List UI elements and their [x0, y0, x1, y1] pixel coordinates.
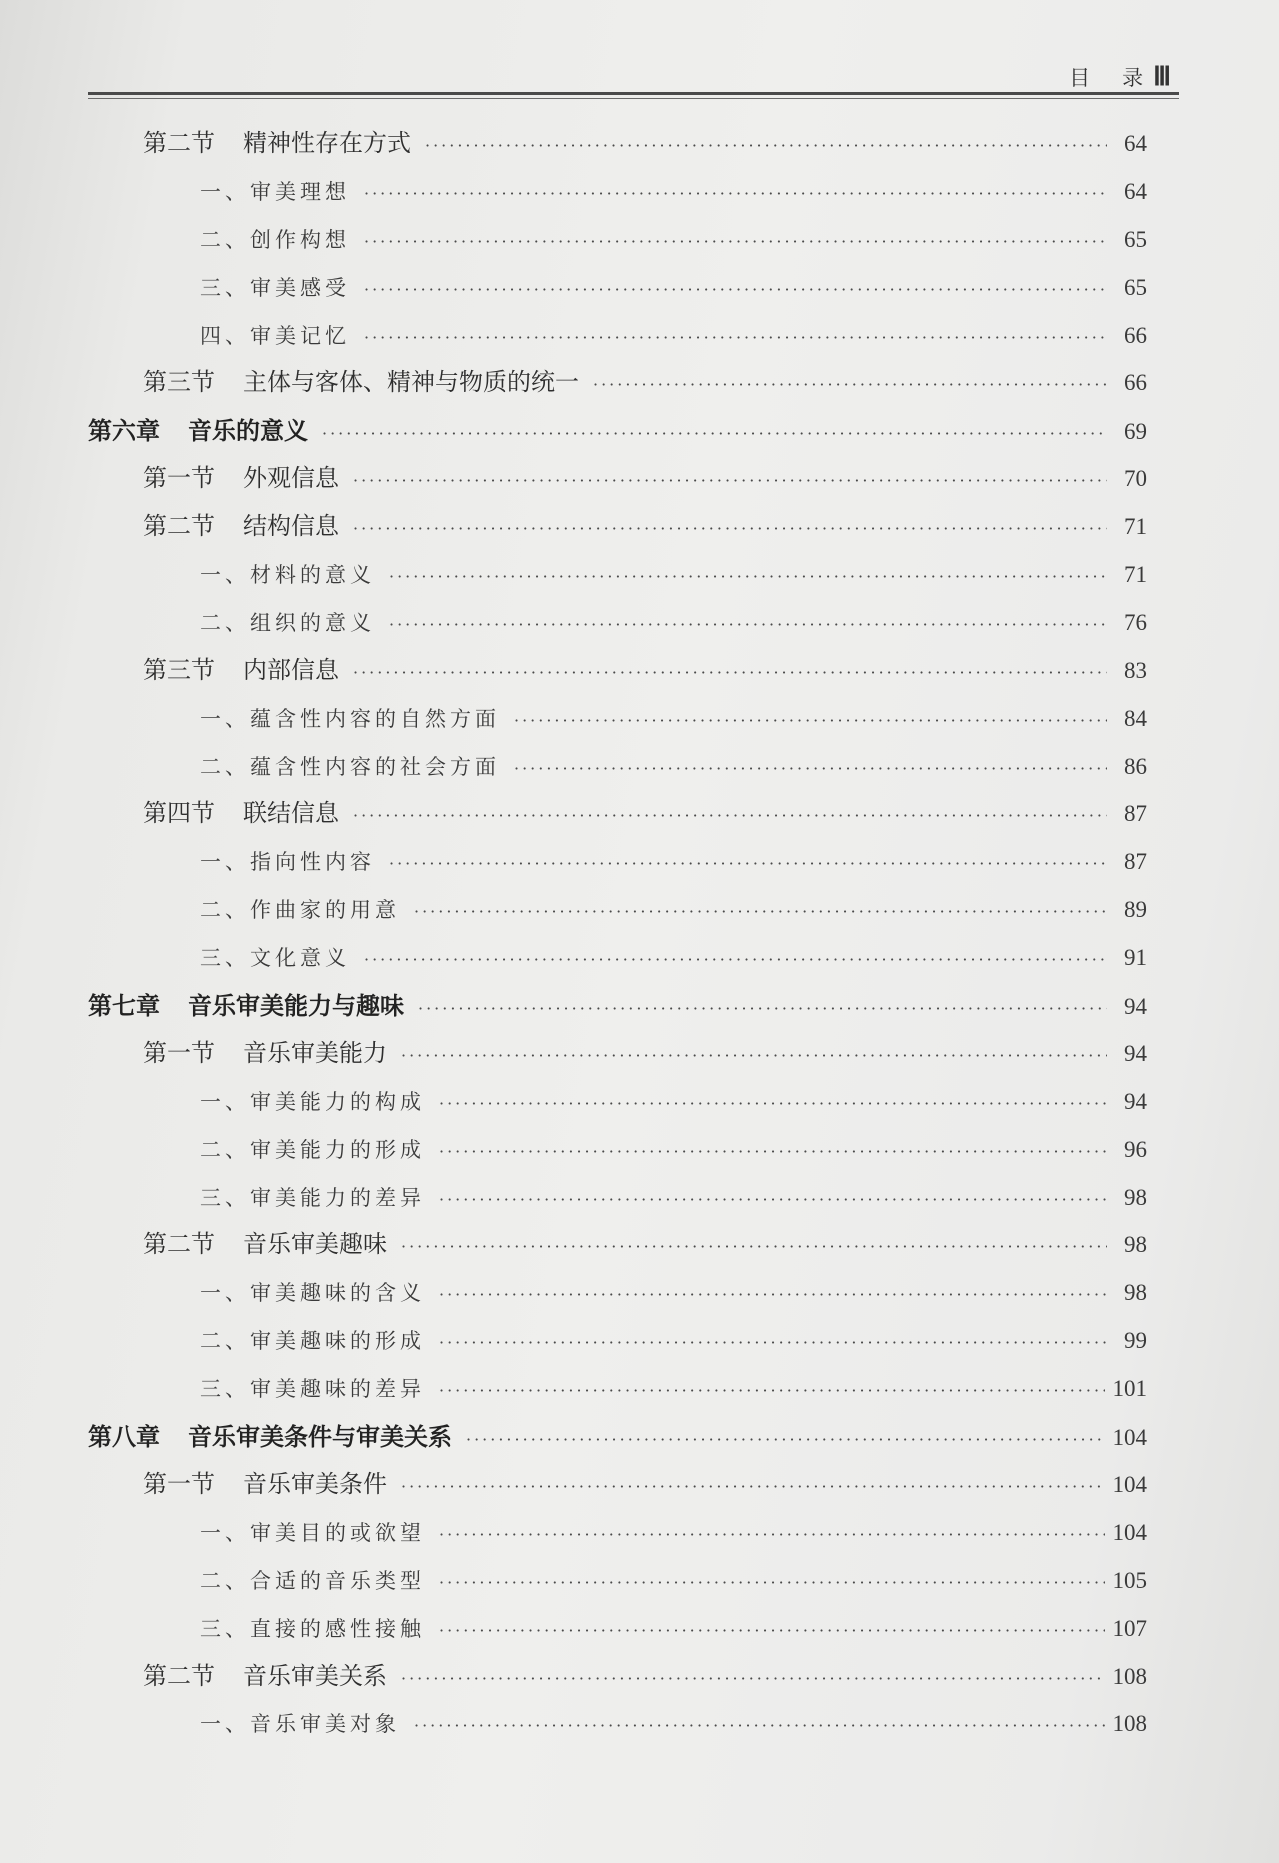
toc-entry-text: 音乐审美能力与趣味	[188, 991, 404, 1021]
toc-entry-text: 音乐审美条件与审美关系	[188, 1422, 452, 1452]
toc-entry-number: 第一节	[143, 464, 215, 493]
toc-entry-number: 一、	[200, 850, 250, 875]
toc-entry-title	[200, 696, 500, 744]
dot-leader	[439, 1319, 1107, 1367]
toc-entry-text: 音乐审美关系	[243, 1661, 387, 1690]
toc-entry-title	[143, 647, 339, 695]
toc-entry-number: 三、	[200, 1185, 250, 1210]
toc-page-number: 98	[1124, 1232, 1147, 1258]
toc-entry-number: 第八章	[88, 1422, 160, 1452]
toc-subsection-entry	[88, 1365, 1147, 1413]
toc-entry-text: 音乐的意义	[188, 416, 308, 446]
toc-entry-number: 一、	[200, 179, 250, 204]
toc-subsection-entry	[88, 886, 1147, 934]
toc-page-number: 71	[1124, 562, 1147, 588]
toc-entry-text: 音乐审美能力	[243, 1038, 387, 1067]
toc-entry-text: 内部信息	[243, 655, 339, 684]
toc-page-number: 87	[1124, 849, 1147, 875]
toc-entry-text: 审美感受	[250, 275, 350, 300]
dot-leader	[364, 218, 1107, 266]
toc-section-entry	[88, 647, 1147, 695]
toc-page-number: 69	[1124, 419, 1147, 445]
toc-entry-number: 四、	[200, 323, 250, 348]
toc-subsection-entry	[88, 168, 1147, 216]
toc-entry-number: 第七章	[88, 991, 160, 1021]
toc-entry-number: 第二节	[143, 512, 215, 541]
toc-section-entry	[88, 359, 1147, 407]
toc-entry-text: 审美能力的形成	[250, 1137, 425, 1162]
dot-leader	[353, 792, 1107, 840]
toc-section-entry	[88, 1030, 1147, 1078]
toc-entry-text: 作曲家的用意	[250, 898, 400, 923]
toc-entry-number: 一、	[200, 706, 250, 731]
toc-entry-number: 一、	[200, 1520, 250, 1545]
dot-leader	[401, 1032, 1107, 1080]
table-of-contents	[88, 120, 1147, 1748]
toc-page-number: 105	[1112, 1567, 1147, 1593]
toc-page-number: 65	[1124, 226, 1147, 252]
toc-entry-text: 蕴含性内容的自然方面	[250, 706, 500, 731]
toc-entry-text: 外观信息	[243, 464, 339, 493]
toc-entry-number: 二、	[200, 754, 250, 779]
toc-entry-title	[200, 1270, 425, 1318]
toc-entry-title	[200, 313, 350, 361]
toc-section-entry	[88, 503, 1147, 551]
toc-entry-title	[143, 455, 339, 503]
toc-page-number: 104	[1112, 1519, 1147, 1545]
toc-subsection-entry	[88, 1126, 1147, 1174]
toc-page-number: 64	[1124, 131, 1147, 156]
dot-leader	[514, 697, 1107, 745]
dot-leader	[353, 649, 1107, 697]
dot-leader	[353, 457, 1107, 505]
header-page-number: Ⅲ	[1153, 62, 1173, 91]
toc-page-number: 104	[1112, 1425, 1147, 1451]
toc-entry-title	[143, 1030, 387, 1078]
toc-page-number: 66	[1124, 370, 1147, 396]
toc-page-number: 83	[1124, 657, 1147, 683]
toc-section-entry	[88, 1221, 1147, 1269]
toc-entry-number: 一、	[200, 1089, 250, 1114]
toc-entry-number: 三、	[200, 946, 250, 971]
running-header	[88, 52, 1179, 92]
toc-page-number: 87	[1124, 801, 1147, 827]
dot-leader	[364, 936, 1107, 984]
toc-page-number: 96	[1124, 1136, 1147, 1162]
toc-entry-number: 第六章	[88, 416, 160, 446]
toc-entry-number: 第三节	[143, 368, 215, 397]
toc-entry-title	[200, 600, 375, 648]
dot-leader	[389, 840, 1107, 888]
header-rule-thick	[88, 92, 1179, 95]
toc-entry-title	[200, 217, 350, 265]
dot-leader	[401, 1223, 1107, 1271]
toc-page-number: 108	[1112, 1711, 1147, 1737]
toc-subsection-entry	[88, 1509, 1147, 1557]
toc-page-number: 70	[1124, 466, 1147, 492]
toc-entry-title	[143, 120, 411, 168]
toc-entry-number: 二、	[200, 898, 250, 923]
toc-chapter-entry	[88, 407, 1147, 455]
toc-entry-text: 审美趣味的含义	[250, 1281, 425, 1306]
toc-subsection-entry	[88, 1269, 1147, 1317]
toc-entry-text: 音乐审美对象	[250, 1712, 400, 1737]
toc-page-number: 91	[1124, 945, 1147, 971]
dot-leader	[364, 314, 1107, 362]
toc-subsection-entry	[88, 1700, 1147, 1748]
toc-entry-text: 创作构想	[250, 227, 350, 252]
toc-subsection-entry	[88, 838, 1147, 886]
toc-entry-number: 三、	[200, 275, 250, 300]
toc-page-number: 66	[1124, 322, 1147, 348]
toc-entry-text: 审美趣味的形成	[250, 1329, 425, 1354]
dot-leader	[514, 745, 1107, 793]
toc-entry-number: 第三节	[143, 655, 215, 684]
dot-leader	[389, 601, 1107, 649]
toc-subsection-entry	[88, 312, 1147, 360]
toc-subsection-entry	[88, 551, 1147, 599]
toc-page-number: 89	[1124, 897, 1147, 923]
toc-entry-text: 音乐审美趣味	[243, 1230, 387, 1259]
toc-entry-number: 第一节	[143, 1038, 215, 1067]
toc-page-number: 65	[1124, 274, 1147, 300]
dot-leader	[593, 361, 1107, 409]
toc-entry-number: 一、	[200, 1712, 250, 1737]
dot-leader	[439, 1511, 1105, 1559]
toc-entry-number: 第四节	[143, 799, 215, 828]
toc-entry-title	[200, 1366, 425, 1414]
toc-page-number: 94	[1124, 1040, 1147, 1066]
dot-leader	[439, 1128, 1107, 1176]
toc-entry-title	[200, 935, 350, 983]
toc-section-entry	[88, 1653, 1147, 1701]
toc-entry-title	[200, 1318, 425, 1366]
toc-entry-title	[200, 265, 350, 313]
toc-subsection-entry	[88, 264, 1147, 312]
dot-leader	[353, 505, 1107, 553]
toc-subsection-entry	[88, 743, 1147, 791]
toc-page-number: 94	[1124, 994, 1147, 1020]
toc-entry-text: 审美目的或欲望	[250, 1520, 425, 1545]
toc-entry-number: 三、	[200, 1616, 250, 1641]
toc-entry-text: 直接的感性接触	[250, 1616, 425, 1641]
toc-page-number: 108	[1112, 1663, 1147, 1689]
toc-entry-title	[200, 169, 350, 217]
toc-entry-number: 第二节	[143, 1230, 215, 1259]
toc-entry-text: 蕴含性内容的社会方面	[250, 754, 500, 779]
toc-subsection-entry	[88, 1557, 1147, 1605]
toc-entry-title	[200, 1606, 425, 1654]
toc-entry-number: 一、	[200, 1281, 250, 1306]
toc-entry-title	[143, 1461, 387, 1509]
dot-leader	[439, 1367, 1105, 1415]
toc-entry-number: 二、	[200, 1137, 250, 1162]
toc-entry-title	[200, 1127, 425, 1175]
toc-subsection-entry	[88, 1078, 1147, 1126]
toc-entry-title	[200, 1175, 425, 1223]
toc-entry-text: 材料的意义	[250, 563, 375, 588]
toc-entry-title	[143, 1221, 387, 1269]
toc-page-number: 76	[1124, 609, 1147, 635]
toc-entry-number: 第二节	[143, 129, 215, 157]
toc-entry-text: 音乐审美条件	[243, 1469, 387, 1498]
toc-entry-text: 合适的音乐类型	[250, 1568, 425, 1593]
toc-entry-title	[143, 790, 339, 838]
toc-entry-number: 第一节	[143, 1469, 215, 1498]
toc-entry-number: 二、	[200, 1568, 250, 1593]
toc-entry-title	[200, 839, 375, 887]
toc-entry-text: 文化意义	[250, 946, 350, 971]
dot-leader	[466, 1416, 1105, 1464]
toc-page-number: 99	[1124, 1328, 1147, 1354]
toc-subsection-entry	[88, 695, 1147, 743]
toc-entry-title	[200, 887, 400, 935]
toc-entry-title	[88, 982, 404, 1030]
header-title	[1069, 62, 1173, 92]
toc-page-number: 86	[1124, 753, 1147, 779]
toc-entry-title	[200, 1701, 400, 1749]
toc-section-entry	[88, 790, 1147, 838]
toc-subsection-entry	[88, 216, 1147, 264]
toc-entry-text: 组织的意义	[250, 610, 375, 635]
toc-entry-text: 主体与客体、精神与物质的统一	[243, 368, 579, 397]
toc-entry-number: 三、	[200, 1377, 250, 1402]
dot-leader	[439, 1559, 1105, 1607]
toc-section-entry	[88, 120, 1147, 168]
toc-subsection-entry	[88, 934, 1147, 982]
toc-entry-number: 二、	[200, 1329, 250, 1354]
dot-leader	[389, 553, 1107, 601]
toc-subsection-entry	[88, 599, 1147, 647]
toc-subsection-entry	[88, 1317, 1147, 1365]
toc-entry-title	[143, 503, 339, 551]
toc-entry-text: 审美理想	[250, 179, 350, 204]
toc-page-number: 107	[1112, 1615, 1147, 1641]
toc-entry-title	[200, 552, 375, 600]
toc-entry-title	[143, 1653, 387, 1701]
toc-page-number: 104	[1112, 1471, 1147, 1497]
dot-leader	[439, 1176, 1107, 1224]
dot-leader	[364, 266, 1107, 314]
toc-page-number: 64	[1124, 178, 1147, 204]
dot-leader	[414, 1702, 1105, 1750]
header-title-left: 目	[1069, 66, 1093, 90]
toc-entry-title	[200, 1558, 425, 1606]
dot-leader	[425, 122, 1107, 170]
toc-section-entry	[88, 455, 1147, 503]
toc-page-number: 98	[1124, 1184, 1147, 1210]
dot-leader	[401, 1655, 1105, 1703]
dot-leader	[401, 1463, 1105, 1511]
toc-page-number: 94	[1124, 1088, 1147, 1114]
dot-leader	[364, 170, 1107, 218]
toc-chapter-entry	[88, 982, 1147, 1030]
toc-page-number: 84	[1124, 705, 1147, 731]
toc-page-number: 101	[1112, 1376, 1147, 1402]
dot-leader	[414, 888, 1107, 936]
toc-entry-title	[88, 407, 308, 455]
header-title-right: 录	[1122, 66, 1146, 90]
dot-leader	[322, 410, 1107, 458]
toc-subsection-entry	[88, 1174, 1147, 1222]
toc-page-number: 71	[1124, 514, 1147, 540]
toc-entry-number: 一、	[200, 563, 250, 588]
toc-entry-text: 指向性内容	[250, 850, 375, 875]
toc-entry-title	[143, 359, 579, 407]
toc-page-number: 98	[1124, 1280, 1147, 1306]
toc-section-entry	[88, 1461, 1147, 1509]
toc-entry-title	[200, 1079, 425, 1127]
toc-subsection-entry	[88, 1605, 1147, 1653]
toc-entry-text: 精神性存在方式	[243, 129, 411, 157]
dot-leader	[439, 1080, 1107, 1128]
toc-entry-title	[200, 744, 500, 792]
dot-leader	[418, 985, 1107, 1033]
toc-entry-text: 审美记忆	[250, 323, 350, 348]
dot-leader	[439, 1271, 1107, 1319]
toc-entry-text: 审美趣味的差异	[250, 1377, 425, 1402]
toc-entry-number: 二、	[200, 227, 250, 252]
toc-entry-text: 审美能力的差异	[250, 1185, 425, 1210]
toc-entry-number: 二、	[200, 610, 250, 635]
dot-leader	[439, 1607, 1105, 1655]
toc-entry-number: 第二节	[143, 1661, 215, 1690]
toc-entry-text: 结构信息	[243, 512, 339, 541]
toc-entry-title	[88, 1413, 452, 1461]
toc-chapter-entry	[88, 1413, 1147, 1461]
toc-entry-text: 审美能力的构成	[250, 1089, 425, 1114]
toc-entry-title	[200, 1510, 425, 1558]
toc-entry-text: 联结信息	[243, 799, 339, 828]
header-rule-thin	[88, 98, 1179, 99]
